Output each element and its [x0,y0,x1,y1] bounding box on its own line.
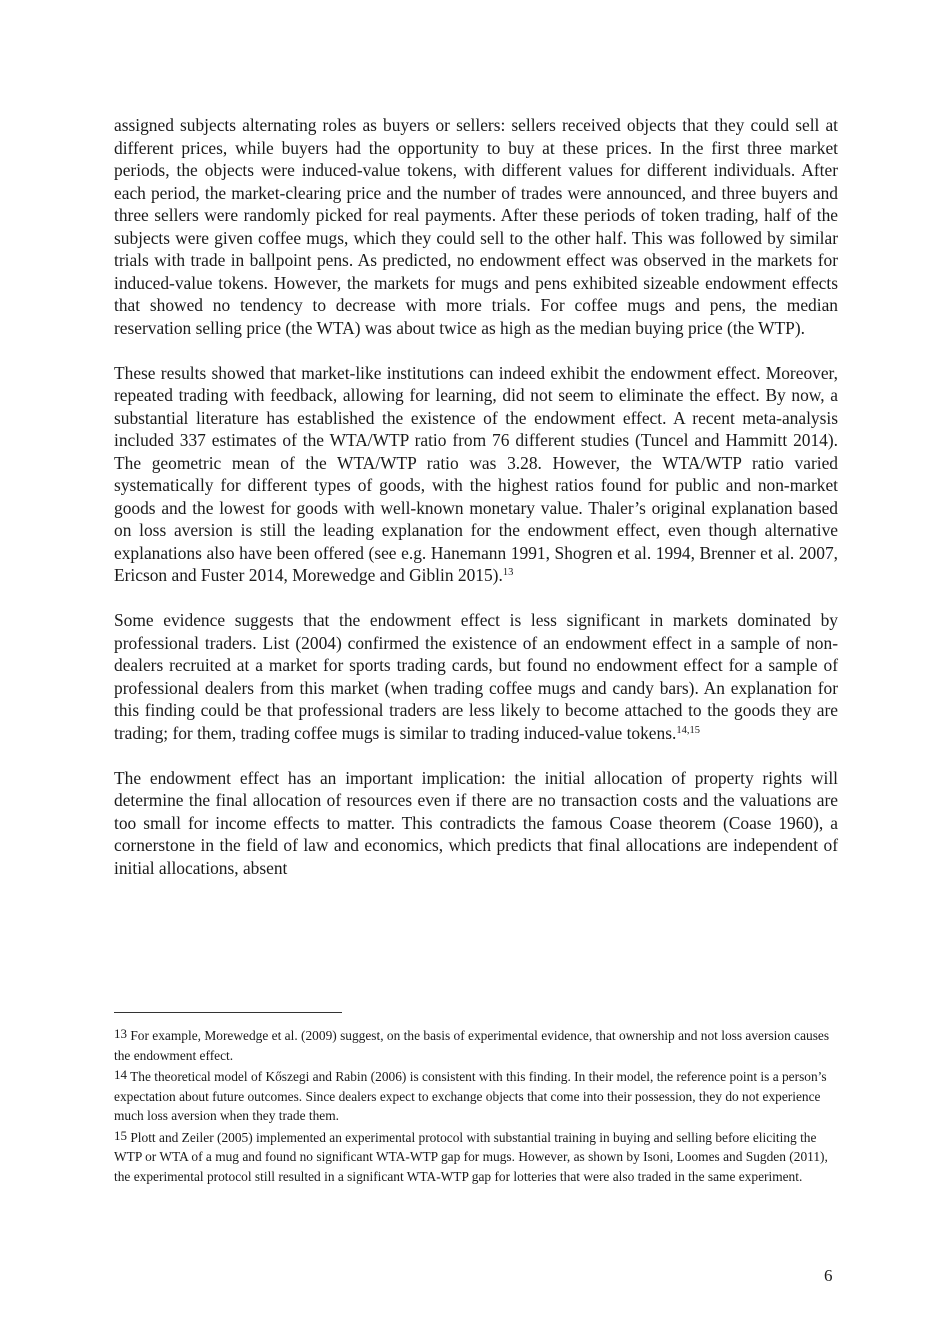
footnote-number: 15 [114,1127,127,1143]
body-text [114,114,838,902]
footnote-ref-13[interactable]: 13 [502,567,514,578]
footnote-14 [114,1067,838,1126]
footnote-text: Plott and Zeiler (2005) implemented an experimental protocol with substantial training in buying and selling before eliciting the WTP or WTA of a mug and found no significant WTA-WTP gap for mugs. However, as shown by Isoni, Loomes and Sugden (2011), the experimental protocol still resulted in a significant WTA-WTP gap for lotteries that were also traded in the same experiment. [114,1129,828,1184]
paragraph-4 [114,767,838,880]
footnote-13 [114,1026,838,1065]
paragraph-3-text: Some evidence suggests that the endowment effect is less significant in markets dominated by professional traders. List (2004) confirmed the existence of an endowment effect in a sample of non-dealers recruited at a market for sports trading cards, but found no endowment effect for a sample of professional dealers from this market (when trading coffee mugs and candy bars). An explanation for this finding could be that professional traders are less likely to become attached to the goods they are trading; for them, trading coffee mugs is similar to trading induced-value tokens. [114,610,838,743]
paragraph-1 [114,114,838,339]
page-number: 6 [824,1266,833,1285]
footnote-text: For example, Morewedge et al. (2009) suggest, on the basis of experimental evidence, that ownership and not loss aversion causes the endowment effect. [114,1028,830,1063]
paragraph-3 [114,609,838,744]
footnote-divider [114,1012,342,1013]
footnotes [114,1026,838,1188]
footnote-ref-14-15[interactable]: 14,15 [676,724,700,736]
footnote-15 [114,1128,838,1187]
paragraph-1-text: assigned subjects alternating roles as buyers or sellers: sellers received objects that they could sell at different prices, while buyers had the opportunity to buy at these prices. In the first three market periods, the objects were induced-value tokens, with different values for different individuals. After each period, the market-clearing price and the number of trades were announced, and three buyers and three sellers were randomly picked for real payments. After these periods of token trading, half of the subjects were given coffee mugs, which they could sell to the other half. This was followed by similar trials with trade in ballpoint pens. As predicted, no endowment effect was observed in the markets for induced-value tokens. However, the markets for mugs and pens exhibited sizeable endowment effects that showed no tendency to decrease with more trials. For coffee mugs and pens, the median reservation selling price (the WTA) was about twice as high as the median buying price (the WTP). [114,115,838,338]
paragraph-4-text: The endowment effect has an important implication: the initial allocation of property rights will determine the final allocation of resources even if there are no transaction costs and the valuations are too small for income effects to matter. This contradicts the famous Coase theorem (Coase 1960), a cornerstone in the field of law and economics, which predicts that final allocations are independent of initial allocations, absent [114,767,838,878]
footnote-text: The theoretical model of Kőszegi and Rabin (2006) is consistent with this finding. In their model, the reference point is a person’s expectation about future outcomes. Since dealers expect to exchange objects that come into their possession, they do not experience much loss aversion when they trade them. [114,1069,827,1123]
footnote-number: 13 [114,1026,127,1041]
paragraph-2-text: These results showed that market-like institutions can indeed exhibit the endowment effect. Moreover, repeated trading with feedback, allowing for learning, did not seem to eliminate the effect. By now, a substantial literature has established the existence of the endowment effect. A recent meta-analysis included 337 estimates of the WTA/WTP ratio from 76 different studies (Tuncel and Hammitt 2014). The geometric mean of the WTA/WTP ratio was 3.28. However, the WTA/WTP ratio varied systematically for different types of goods, with the highest ratios found for public and non-market goods and the lowest for goods with well-known monetary value. Thaler’s original explanation based on loss aversion is still the leading explanation for the endowment effect, even though alternative explanations also have been offered (see e.g. Hanemann 1991, Shogren et al. 1994, Brenner et al. 2007, Ericson and Fuster 2014, Morewedge and Giblin 2015). [114,362,838,585]
paragraph-2 [114,362,838,587]
footnote-number: 14 [114,1067,127,1082]
